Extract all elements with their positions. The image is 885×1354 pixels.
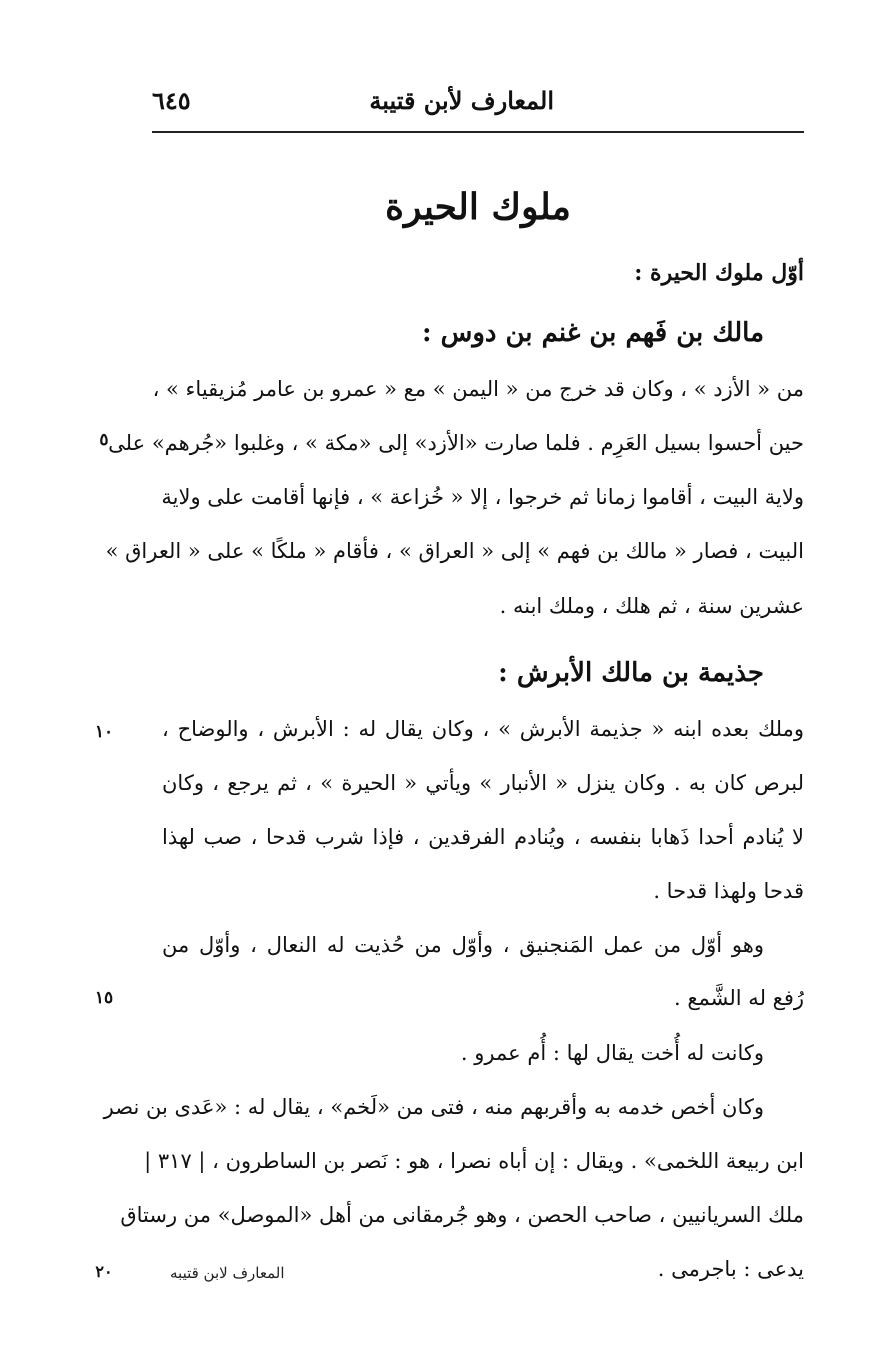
text-line: وملك بعده ابنه « جذيمة الأبرش » ، وكان يقال له : الأبرش ، والوضاح ،	[162, 717, 804, 741]
text-line: لبرص كان به . وكان ينزل « الأنبار » ويأتي « الحيرة » ، ثم يرجع ، وكان	[162, 771, 804, 795]
line-number: ٥	[99, 430, 109, 450]
section-heading-jadhima: جذيمة بن مالك الأبرش :	[498, 658, 764, 688]
chapter-title: ملوك الحيرة	[385, 186, 571, 228]
text-line: البيت ، فصار « مالك بن فهم » إلى « العراق » ، فأقام « ملكًا » على « العراق »	[105, 539, 804, 563]
text-line: يدعى : باجرمى .	[657, 1257, 804, 1281]
line-number: ١٥	[94, 988, 114, 1008]
running-header	[152, 86, 804, 126]
text-line: لا يُنادم أحدا ذَهابا بنفسه ، ويُنادم الفرقدين ، فإذا شرب قدحا ، صب لهذا	[162, 825, 804, 849]
line-number: ٢٠	[95, 1262, 113, 1281]
line-number: ١٠	[94, 722, 114, 742]
text-line: ولاية البيت ، أقاموا زمانا ثم خرجوا ، إلا « خُزاعة » ، فإنها أقامت على ولاية	[161, 485, 804, 509]
text-line: رُفع له الشَّمع .	[674, 986, 804, 1010]
text-line: من « الأزد » ، وكان قد خرج من « اليمن » مع « عمرو بن عامر مُزيقياء » ،	[152, 377, 804, 401]
intro-line: أوّل ملوك الحيرة :	[634, 260, 804, 286]
page-number: ٦٤٥	[152, 86, 191, 115]
text-line: قدحا ولهذا قدحا .	[653, 879, 804, 903]
text-line: عشرين سنة ، ثم هلك ، وملك ابنه .	[499, 594, 804, 618]
text-line: وكان أخص خدمه به وأقربهم منه ، فتى من «لَخم» ، يقال له : «عَدى بن نصر	[103, 1095, 764, 1119]
section-heading-malik: مالك بن فَهم بن غنم بن دوس :	[421, 318, 764, 348]
text-line: ملك السريانيين ، صاحب الحصن ، وهو جُرمقانى من أهل «الموصل» من رستاق	[120, 1203, 804, 1227]
text-line: وكانت له أُخت يقال لها : أُم عمرو .	[460, 1041, 764, 1065]
text-line: ابن ربيعة اللخمى» . ويقال : إن أباه نصرا ، هو : نَصر بن الساطرون ، | ٣١٧ |	[144, 1149, 804, 1173]
running-title: المعارف لأبن قتيبة	[369, 86, 554, 115]
header-rule	[152, 131, 804, 133]
text-line: وهو أوّل من عمل المَنجنيق ، وأوّل من حُذيت له النعال ، وأوّل من	[162, 933, 764, 957]
footer-title: المعارف لابن قتيبه	[170, 1264, 285, 1282]
text-line: حين أحسوا بسيل العَرِم . فلما صارت «الأزد» إلى «مكة » ، وغلبوا «جُرهم» على	[108, 431, 804, 455]
